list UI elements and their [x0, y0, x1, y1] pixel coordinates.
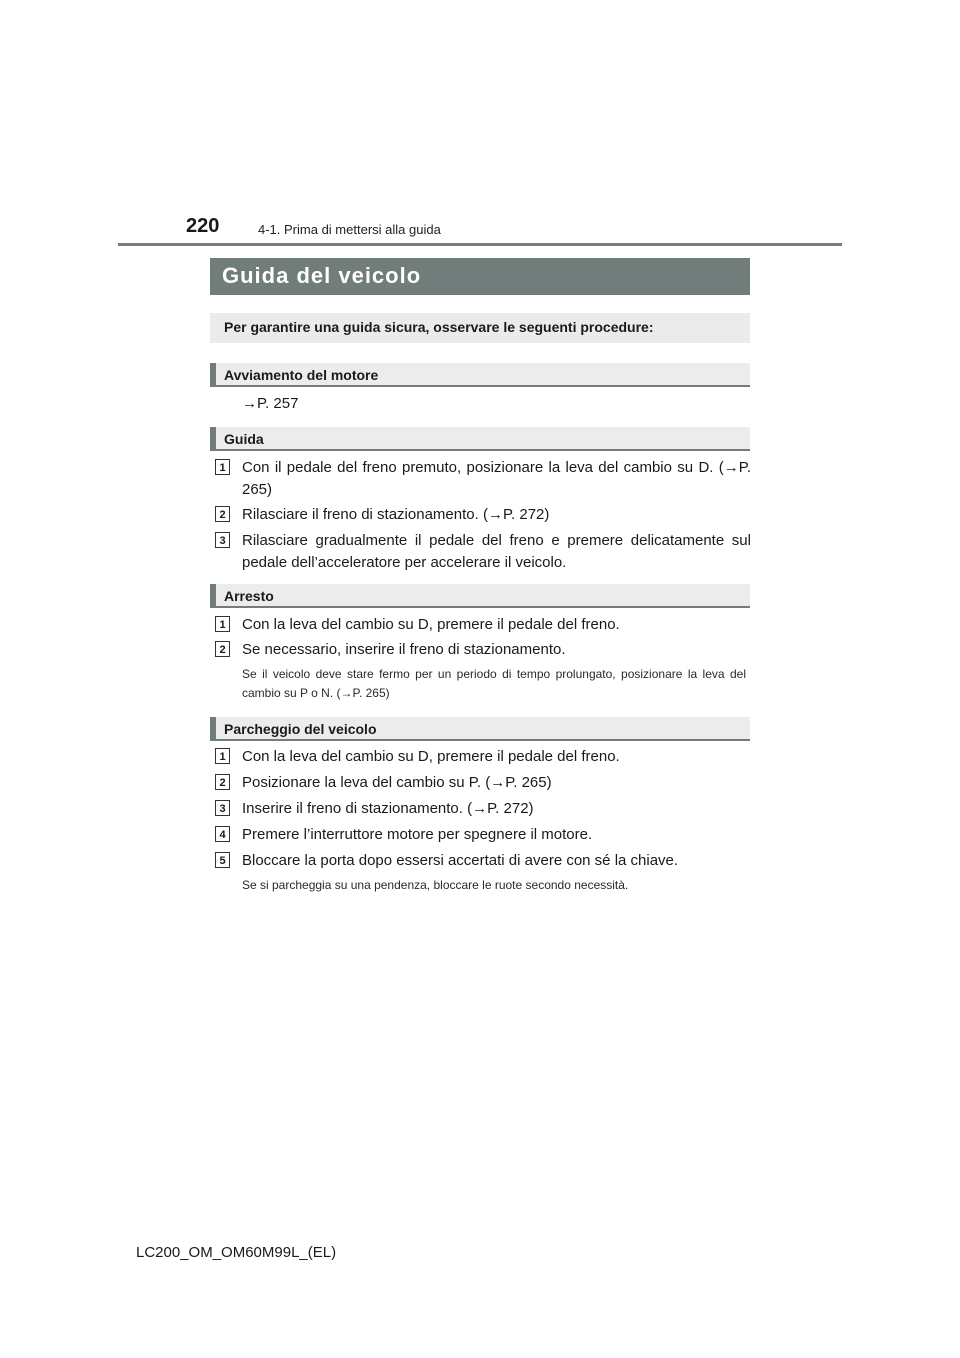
step-item	[215, 746, 751, 768]
step-text: Con la leva del cambio su D, premere il pedale del freno.	[242, 748, 620, 765]
step-number: 3	[215, 800, 230, 816]
page-number: 220	[186, 215, 220, 237]
section-heading-guida: Guida	[210, 427, 750, 451]
step-number: 1	[215, 459, 230, 475]
step-item	[215, 824, 751, 846]
step-item	[215, 457, 751, 501]
step-text: Inserire il freno di stazionamento. (→P. 272)	[242, 800, 534, 817]
step-number: 5	[215, 852, 230, 868]
step-text: Con la leva del cambio su D, premere il pedale del freno.	[242, 616, 620, 633]
step-number: 2	[215, 506, 230, 522]
step-number: 3	[215, 532, 230, 548]
step-number: 1	[215, 748, 230, 764]
note-text: Se si parcheggia su una pendenza, bloccare le ruote secondo necessità.	[242, 878, 629, 892]
step-text: Rilasciare il freno di stazionamento. (→P. 272)	[242, 506, 550, 523]
note-text: Se il veicolo deve stare fermo per un periodo di tempo prolungato, posizionare la leva del cambio su P o N. (→P. 265)	[242, 667, 746, 700]
step-number: 1	[215, 616, 230, 632]
step-text: Posizionare la leva del cambio su P. (→P. 265)	[242, 774, 552, 791]
page-title: Guida del veicolo	[210, 258, 750, 295]
step-text: Bloccare la porta dopo essersi accertati di avere con sé la chiave.	[242, 852, 679, 869]
step-item	[215, 639, 751, 661]
step-item	[215, 614, 751, 636]
section-heading-arresto: Arresto	[210, 584, 750, 608]
header-divider	[118, 243, 842, 246]
step-item	[215, 530, 751, 574]
chapter-title: 4-1. Prima di mettersi alla guida	[258, 222, 441, 237]
step-text: Se necessario, inserire il freno di stazionamento.	[242, 641, 566, 658]
page-reference: →P. 257	[242, 395, 299, 412]
step-text: Con il pedale del freno premuto, posizionare la leva del cambio su D. (→P. 265)	[242, 459, 751, 498]
step-item	[215, 772, 751, 794]
step-text: Rilasciare gradualmente il pedale del freno e premere delicatamente sul pedale dell’acceleratore per accelerare il veicolo.	[242, 532, 751, 571]
step-item	[215, 798, 751, 820]
step-text: Premere l’interruttore motore per spegnere il motore.	[242, 826, 593, 843]
step-item	[215, 850, 751, 872]
step-number: 4	[215, 826, 230, 842]
step-item	[215, 504, 751, 526]
step-number: 2	[215, 774, 230, 790]
intro-text: Per garantire una guida sicura, osservare le seguenti procedure:	[210, 313, 750, 343]
footer-code: LC200_OM_OM60M99L_(EL)	[136, 1244, 337, 1261]
section-heading-parcheggio: Parcheggio del veicolo	[210, 717, 750, 741]
section-heading-avviamento: Avviamento del motore	[210, 363, 750, 387]
step-number: 2	[215, 641, 230, 657]
